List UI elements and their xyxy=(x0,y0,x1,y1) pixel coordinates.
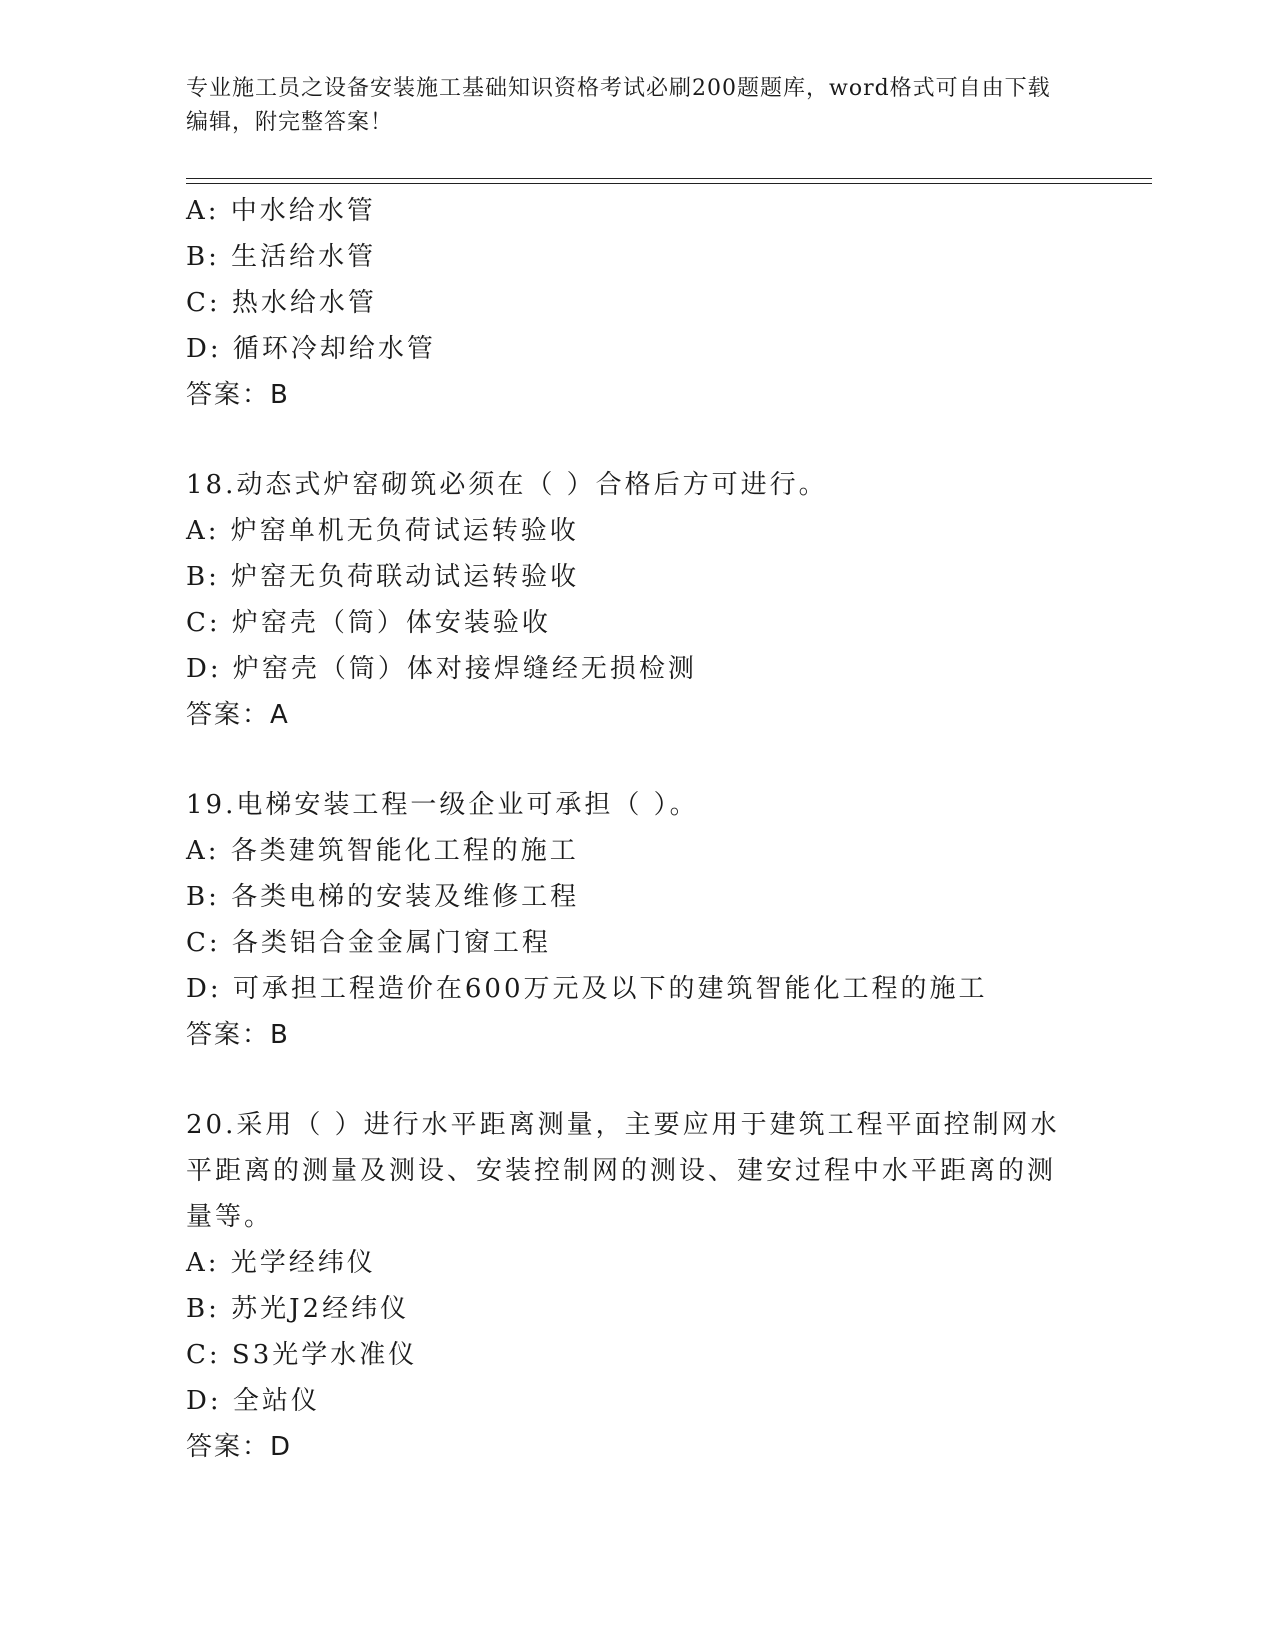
header-rule-bottom xyxy=(186,183,1152,184)
answer-line: 答案：B xyxy=(186,380,290,410)
option-b: B: 苏光J2经纬仪 xyxy=(186,1294,410,1324)
option-a: A: 光学经纬仪 xyxy=(186,1248,376,1278)
option-d: D: 可承担工程造价在600万元及以下的建筑智能化工程的施工 xyxy=(186,974,988,1004)
question-spacer xyxy=(186,418,1066,462)
option-c: C: 热水给水管 xyxy=(186,288,377,318)
answer-line: 答案：A xyxy=(186,700,290,730)
option-d: D: 循环冷却给水管 xyxy=(186,334,436,364)
option-b: B: 炉窑无负荷联动试运转验收 xyxy=(186,562,580,592)
answer-line: 答案：D xyxy=(186,1432,293,1462)
option-c: C: 各类铝合金金属门窗工程 xyxy=(186,928,551,958)
question-block xyxy=(186,782,1066,1058)
document-header: 专业施工员之设备安装施工基础知识资格考试必刷200题题库，word格式可自由下载编辑，附完整答案！ xyxy=(186,76,1051,135)
option-b: B: 生活给水管 xyxy=(186,242,377,272)
question-block xyxy=(186,1102,1066,1470)
question-block xyxy=(186,462,1066,738)
question-stem: 20.采用（ ）进行水平距离测量，主要应用于建筑工程平面控制网水平距离的测量及测设、安装控制网的测设、建安过程中水平距离的测量等。 xyxy=(186,1110,1060,1232)
question-spacer xyxy=(186,1058,1066,1102)
option-d: D: 炉窑壳（筒）体对接焊缝经无损检测 xyxy=(186,654,697,684)
question-spacer xyxy=(186,738,1066,782)
question-list xyxy=(186,188,1066,1470)
option-a: A: 各类建筑智能化工程的施工 xyxy=(186,836,579,866)
header-rule-top xyxy=(186,178,1152,179)
option-c: C: 炉窑壳（筒）体安装验收 xyxy=(186,608,551,638)
question-block xyxy=(186,188,1066,418)
option-b: B: 各类电梯的安装及维修工程 xyxy=(186,882,580,912)
option-d: D: 全站仪 xyxy=(186,1386,320,1416)
option-a: A: 中水给水管 xyxy=(186,196,376,226)
question-stem: 18.动态式炉窑砌筑必须在（ ）合格后方可进行。 xyxy=(186,470,828,500)
answer-line: 答案：B xyxy=(186,1020,290,1050)
option-c: C: S3光学水准仪 xyxy=(186,1340,418,1370)
question-stem: 19.电梯安装工程一级企业可承担（ ）。 xyxy=(186,790,699,820)
option-a: A: 炉窑单机无负荷试运转验收 xyxy=(186,516,579,546)
